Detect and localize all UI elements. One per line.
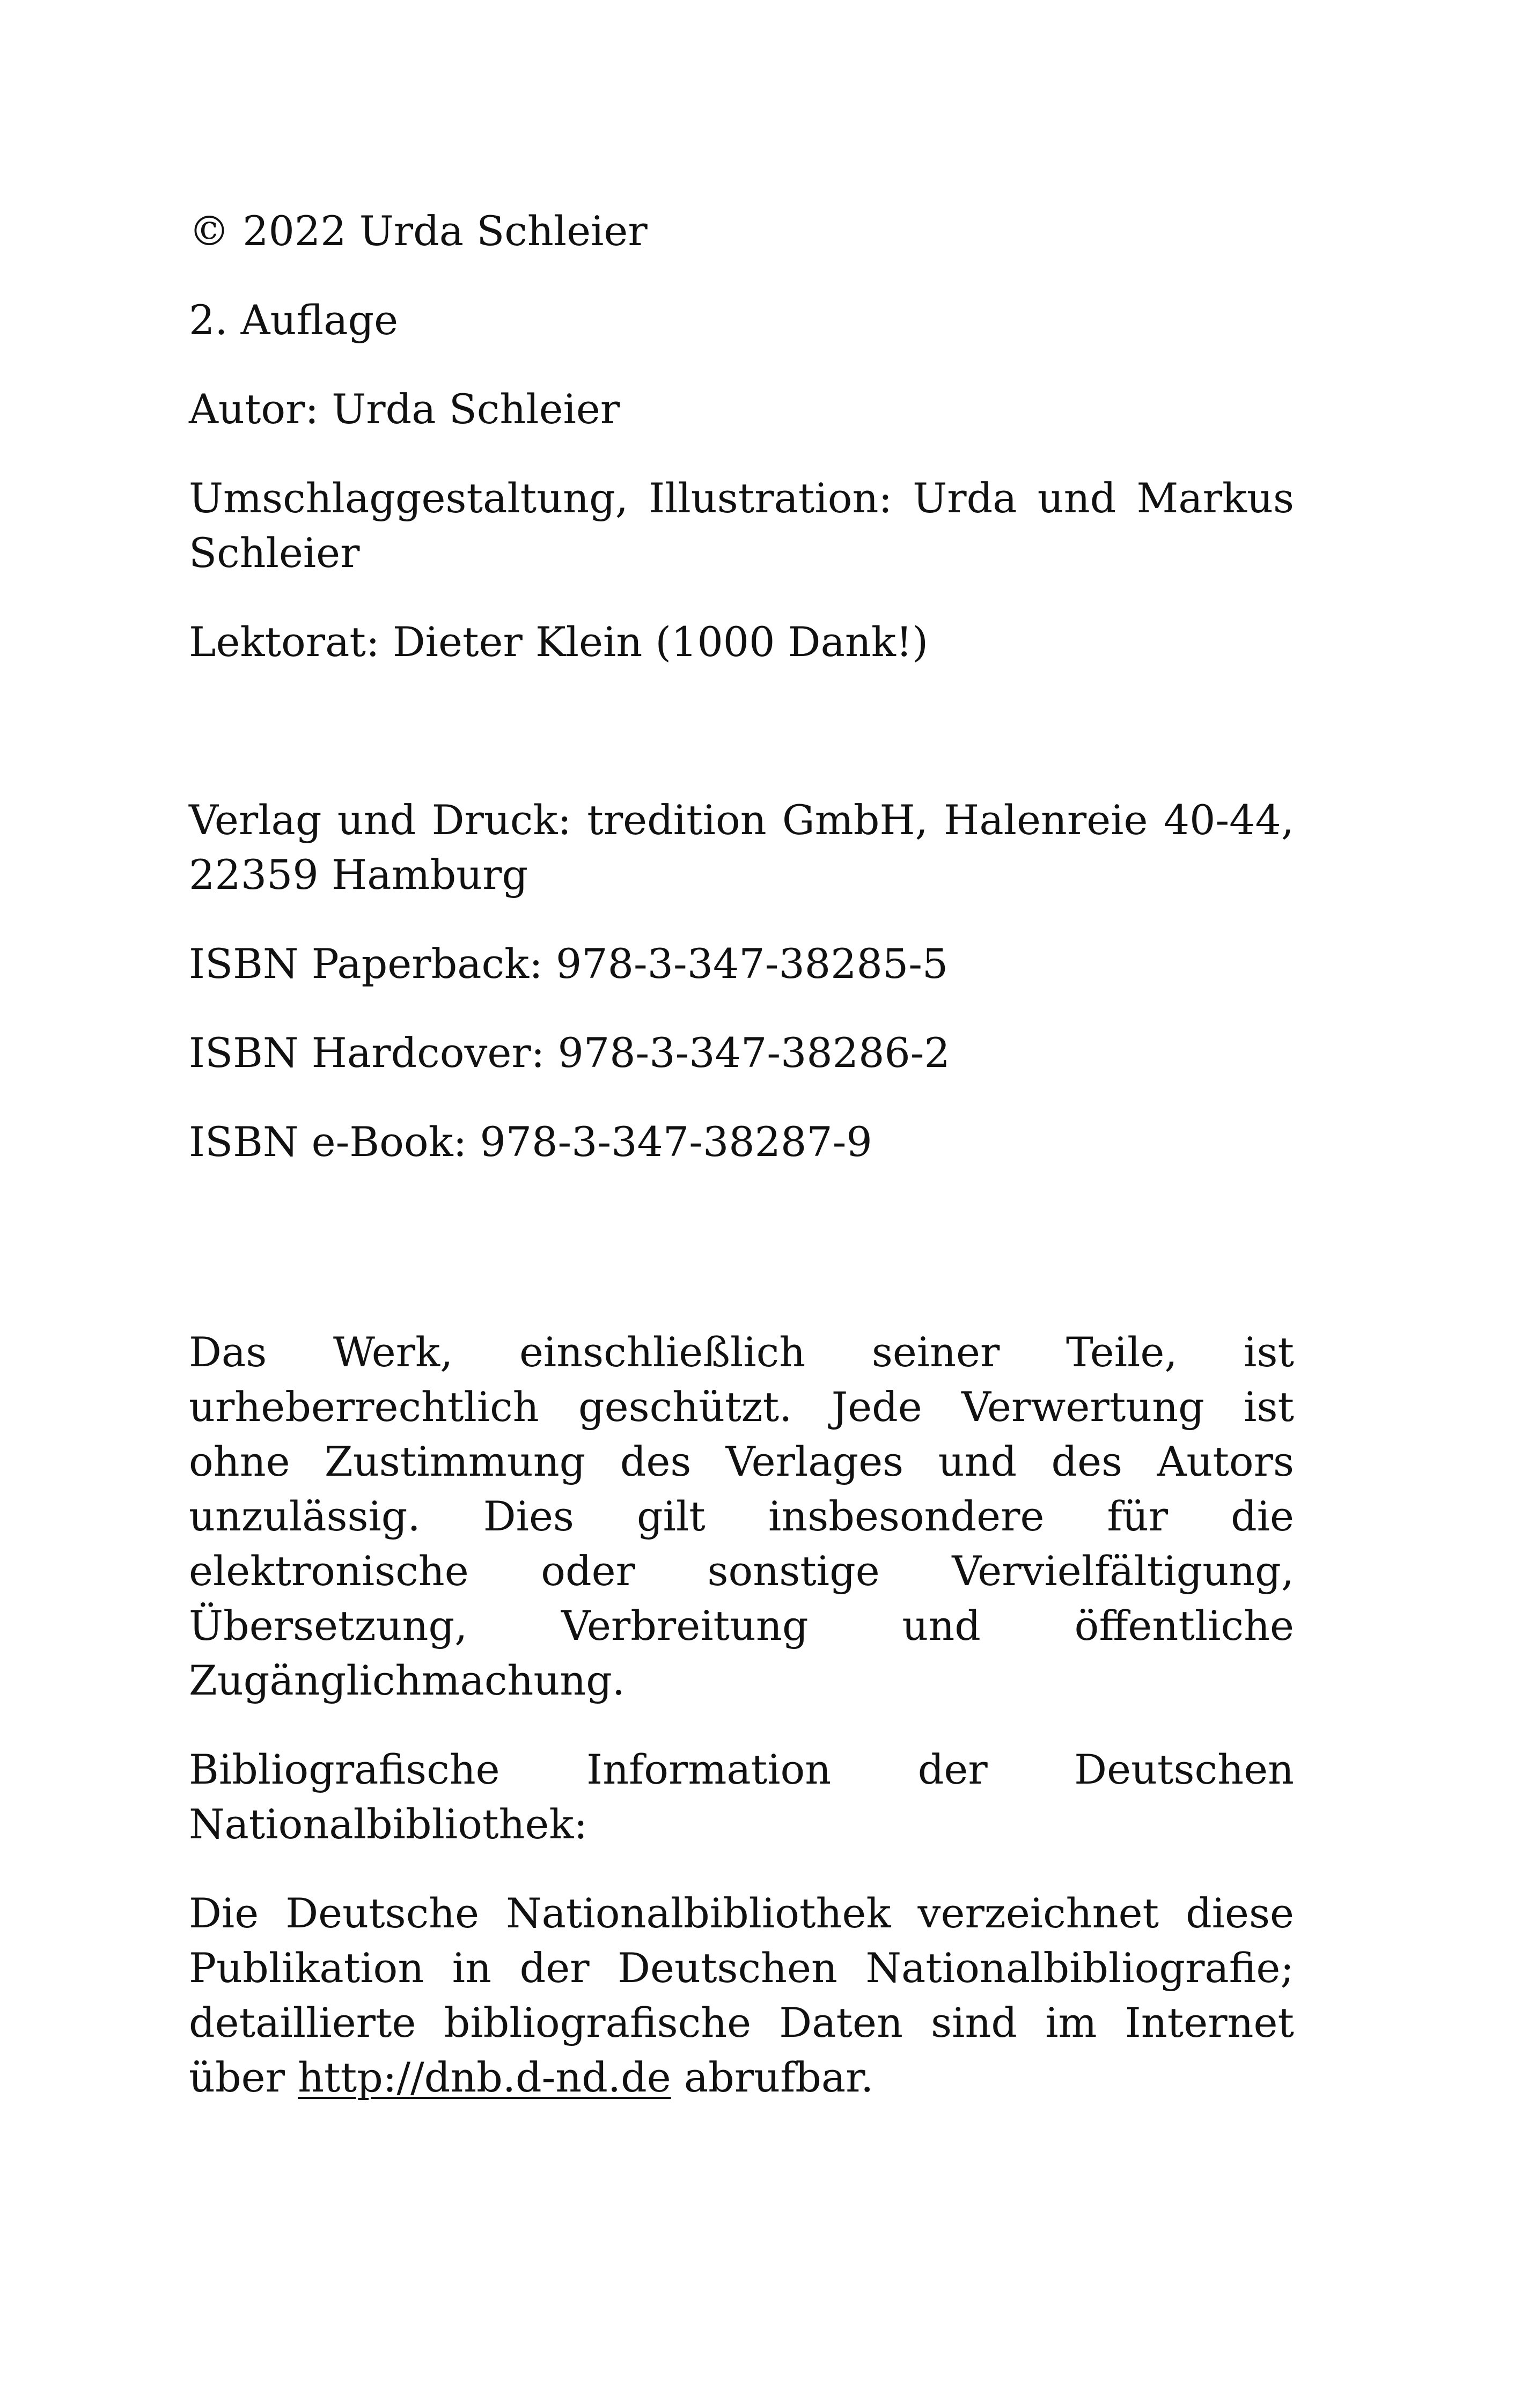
edition-line: 2. Auflage — [189, 296, 399, 344]
copyright-line: © 2022 Urda Schleier — [189, 207, 648, 255]
cover-design-line: Umschlaggestaltung, Illustration: Urda und Markus Schleier — [189, 474, 1294, 577]
isbn-paperback-line: ISBN Paperback: 978-3-347-38285-5 — [189, 940, 949, 988]
isbn-ebook-line: ISBN e-Book: 978-3-347-38287-9 — [189, 1118, 872, 1166]
rights-notice: Das Werk, einschließlich seiner Teile, ist urheberrechtlich geschützt. Jede Verwertung ist ohne Zustimmung des Verlages und des Autors unzulässig. Dies gilt insbesondere für die elektronische oder sonstige Vervielfältigung, Übersetzung, Verbreitung und öffentliche Zugänglichmachung. — [189, 1328, 1294, 1704]
editor-line: Lektorat: Dieter Klein (1000 Dank!) — [189, 618, 929, 666]
section-spacer — [189, 704, 1294, 793]
bibliographic-text-body: Die Deutsche Nationalbibliothek verzeichnet diese Publikation in der Deutschen Nationalbibliografie; detaillierte bibliografische Daten sind im Internet über — [189, 1889, 1294, 2101]
bibliographic-text-suffix: abrufbar. — [671, 2053, 874, 2101]
bibliographic-heading: Bibliografische Information der Deutschen Nationalbibliothek: — [189, 1746, 1294, 1848]
imprint-page — [189, 204, 1294, 2139]
author-line: Autor: Urda Schleier — [189, 385, 620, 433]
isbn-hardcover-line: ISBN Hardcover: 978-3-347-38286-2 — [189, 1029, 950, 1077]
publisher-line: Verlag und Druck: tredition GmbH, Halenreie 40-44, 22359 Hamburg — [189, 796, 1294, 899]
section-spacer — [189, 1204, 1294, 1325]
bibliographic-text — [189, 1886, 1294, 2105]
dnb-link[interactable]: http://dnb.d-nd.de — [298, 2053, 671, 2101]
